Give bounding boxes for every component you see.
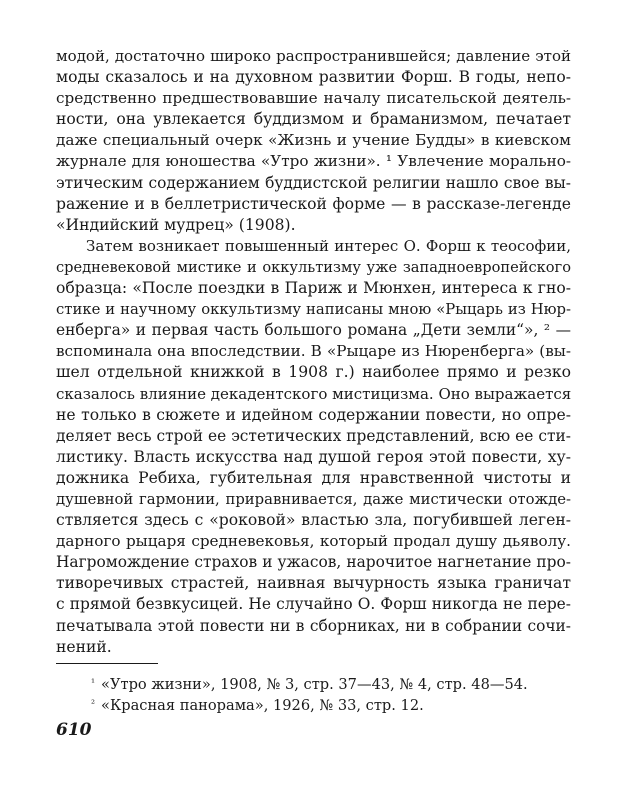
text-line: тиворечивых страстей, наивная вычурность языка граничат — [56, 574, 571, 593]
text-line: дарного рыцаря средневековья, который продал душу дьяволу. — [56, 532, 571, 551]
text-line: образца: «После поездки в Париж и Мюнхен, интереса к гно- — [56, 279, 571, 298]
footnotes — [56, 674, 571, 716]
text-line: стике и научному оккультизму написаны мною «Рыцарь из Нюр- — [56, 301, 571, 319]
text-line: душевной гармонии, приравнивается, даже мистически отожде- — [56, 490, 571, 508]
text-line: с прямой безвкусицей. Не случайно О. Форш никогда не пере- — [56, 595, 571, 614]
footnote-mark: ¹ — [91, 678, 96, 689]
text-line: печатывала этой повести ни в сборниках, ни в собрании сочи- — [56, 616, 571, 635]
text-line: листику. Власть искусства над душой героя этой повести, ху- — [56, 447, 571, 466]
text-line: этическим содержанием буддистской религии нашло свое вы- — [56, 173, 571, 192]
footnote-divider — [56, 663, 158, 664]
text-line: шел отдельной книжкой в 1908 г.) наиболее прямо и резко — [56, 363, 571, 382]
text-line: сказалось влияние декадентского мистицизма. Оно выражается — [56, 384, 572, 403]
text-line: «Индийский мудрец» (1908). — [56, 215, 296, 234]
text-line: модой, достаточно широко распространившейся; давление этой — [56, 47, 571, 65]
text-line: ствляется здесь с «роковой» властью зла, погубившей леген- — [56, 511, 571, 530]
page-number: 610 — [56, 720, 92, 740]
text-line: не только в сюжете и идейном содержании повести, но опре- — [56, 405, 571, 424]
text-line: средневековой мистике и оккультизму уже западноевропейского — [56, 258, 571, 276]
text-line: енберга» и первая часть большого романа „Дети земли“», ² — — [56, 321, 571, 340]
text-line: ности, она увлекается буддизмом и браманизмом, печатает — [56, 110, 571, 129]
footnote — [56, 674, 571, 695]
text-line: Затем возникает повышенный интерес О. Форш к теософии, — [86, 236, 571, 255]
footnote-text: «Красная панорама», 1926, № 33, стр. 12. — [101, 697, 424, 714]
text-line: деляет весь строй ее эстетических представлений, всю ее сти- — [56, 426, 571, 445]
text-line: средственно предшествовавшие началу писательской деятель- — [56, 89, 571, 108]
text-line: ражение и в беллетристической форме — в рассказе-легенде — [56, 194, 571, 213]
paragraph — [56, 46, 571, 236]
text-line: даже специальный очерк «Жизнь и учение Будды» в киевском — [56, 131, 571, 150]
text-line: Нагромождение страхов и ужасов, нарочитое нагнетание про- — [56, 553, 571, 572]
text-line: вспоминала она впоследствии. В «Рыцаре из Нюренберга» (вы- — [56, 342, 571, 361]
text-line: нений. — [56, 637, 112, 656]
footnote-text: «Утро жизни», 1908, № 3, стр. 37—43, № 4, стр. 48—54. — [101, 676, 528, 693]
body-text — [56, 46, 571, 658]
text-line: дожника Ребиха, губительная для нравственной чистоты и — [56, 468, 571, 487]
paragraph — [56, 236, 571, 658]
footnote — [56, 695, 571, 716]
text-line: журнале для юношества «Утро жизни». ¹ Увлечение морально- — [56, 152, 571, 171]
footnote-mark: ² — [91, 699, 96, 710]
text-line: моды сказалось и на духовном развитии Форш. В годы, непо- — [56, 68, 571, 87]
